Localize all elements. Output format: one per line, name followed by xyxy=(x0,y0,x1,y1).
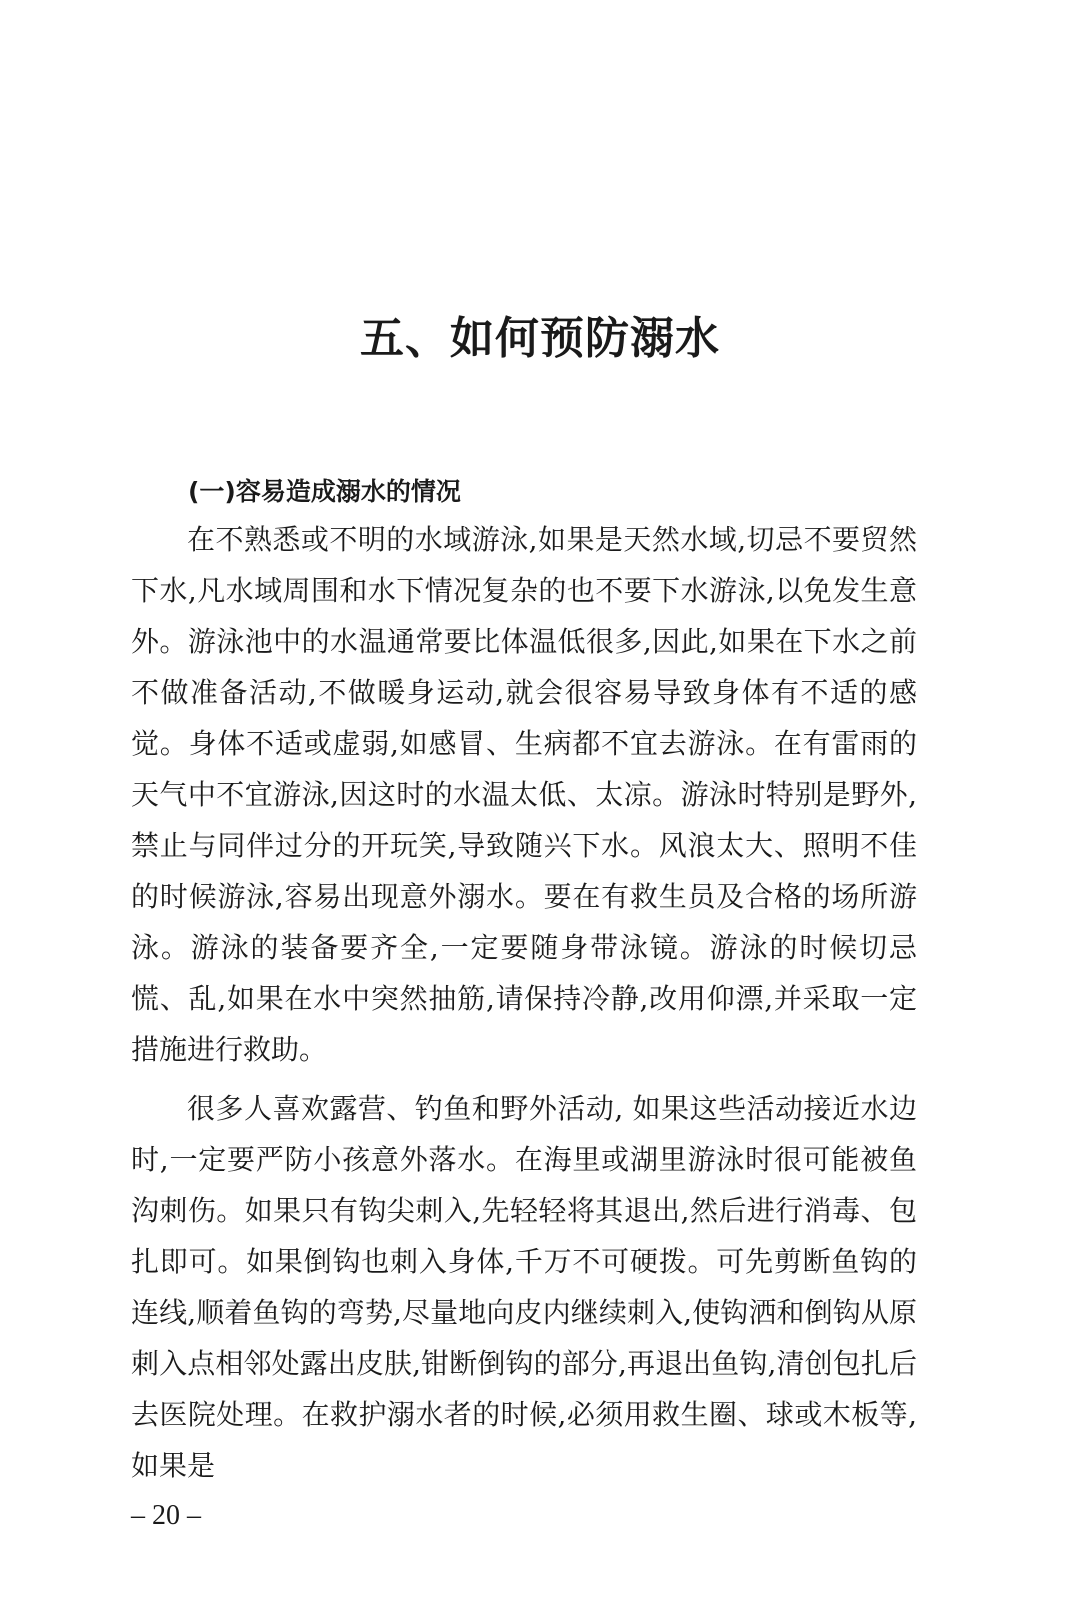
paragraph: 在不熟悉或不明的水域游泳,如果是天然水域,切忌不要贸然下水,凡水域周围和水下情况复杂的也不要下水游泳,以免发生意外。游泳池中的水温通常要比体温低很多,因此,如果在下水之前不做准备活动,不做暖身运动,就会很容易导致身体有不适的感觉。身体不适或虚弱,如感冒、生病都不宜去游泳。在有雷雨的天气中不宜游泳,因这时的水温太低、太凉。游泳时特别是野外,禁止与同伴过分的开玩笑,导致随兴下水。风浪太大、照明不佳的时候游泳,容易出现意外溺水。要在有救生员及合格的场所游泳。游泳的装备要齐全,一定要随身带泳镜。游泳的时候切忌慌、乱,如果在水中突然抽筋,请保持冷静,改用仰漂,并采取一定措施进行救助。 xyxy=(131,523,917,1066)
page-number: – 20 – xyxy=(131,1500,201,1531)
paragraph: 很多人喜欢露营、钓鱼和野外活动, 如果这些活动接近水边时,一定要严防小孩意外落水。在海里或湖里游泳时很可能被鱼沟刺伤。如果只有钩尖刺入,先轻轻将其退出,然后进行消毒、包扎即可。如果倒钩也刺入身体,千万不可硬拨。可先剪断鱼钩的连线,顺着鱼钩的弯势,尽量地向皮内继续刺入,使钩洒和倒钩从原刺入点相邻处露出皮肤,钳断倒钩的部分,再退出鱼钩,清创包扎后去医院处理。在救护溺水者的时候,必须用救生圈、球或木板等,如果是 xyxy=(131,1092,917,1482)
body-text xyxy=(131,514,917,1499)
chapter-title: 五、如何预防溺水 xyxy=(360,313,720,364)
section-heading: (一)容易造成溺水的情况 xyxy=(188,477,461,506)
